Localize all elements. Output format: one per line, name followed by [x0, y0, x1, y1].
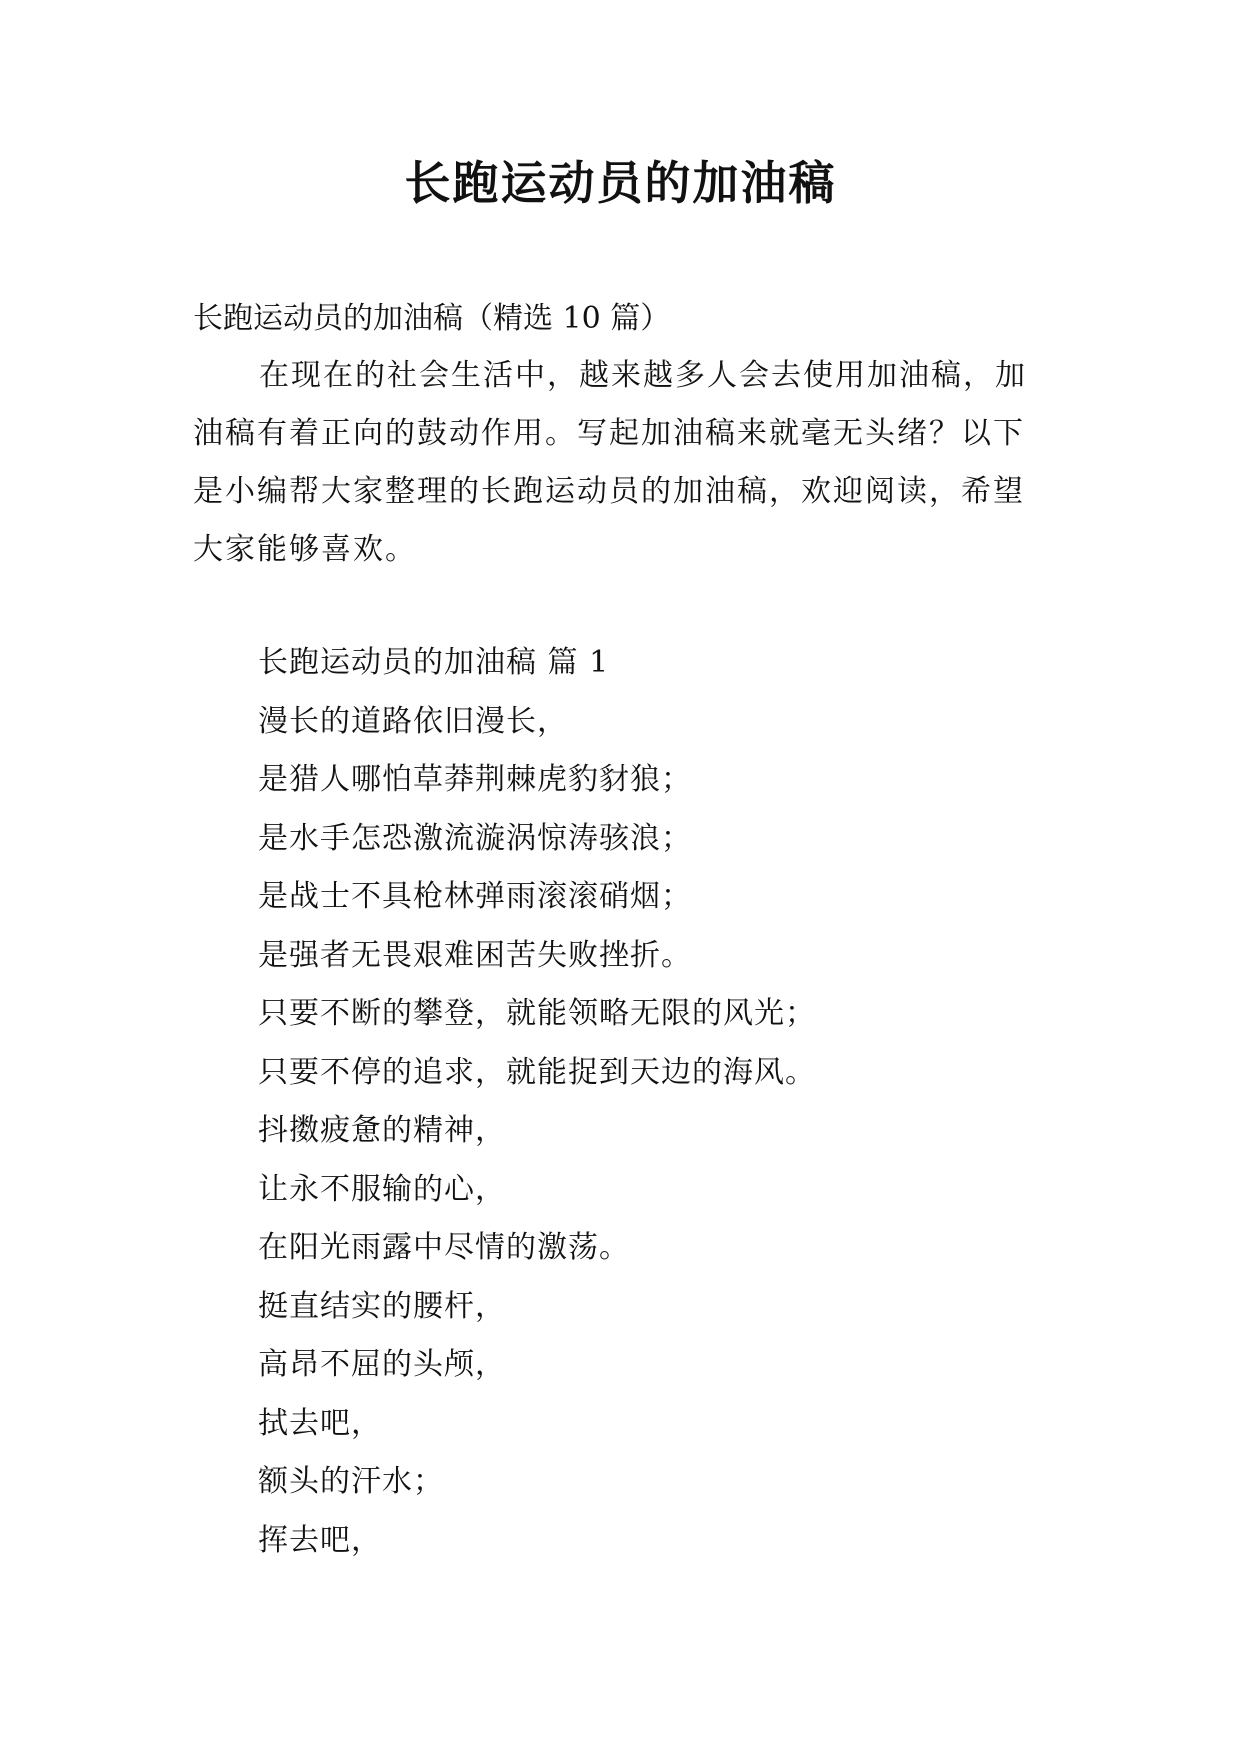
intro-paragraph: 在现在的社会生活中，越来越多人会去使用加油稿，加油稿有着正向的鼓动作用。写起加油稿来就毫无头绪？以下是小编帮大家整理的长跑运动员的加油稿，欢迎阅读，希望大家能够喜欢。	[193, 358, 1027, 567]
poem-line: 拭去吧，	[258, 1405, 382, 1441]
poem-line: 在阳光雨露中尽情的激荡。	[258, 1230, 630, 1265]
poem-line: 只要不停的追求，就能捉到天边的海风。	[258, 1054, 816, 1090]
poem-line: 漫长的道路依旧漫长，	[258, 703, 568, 739]
section-heading: 长跑运动员的加油稿 篇 1	[258, 645, 610, 680]
poem-line: 抖擞疲惫的精神，	[258, 1113, 506, 1148]
poem-line: 是战士不具枪林弹雨滚滚硝烟；	[258, 879, 692, 914]
poem-line: 让永不服输的心，	[258, 1171, 506, 1207]
poem-line: 是强者无畏艰难困苦失败挫折。	[258, 937, 692, 973]
poem-line: 是猎人哪怕草莽荆棘虎豹豺狼；	[258, 762, 692, 797]
poem-line: 额头的汗水；	[258, 1464, 444, 1499]
document-subtitle: 长跑运动员的加油稿（精选 10 篇）	[193, 301, 671, 336]
poem-section	[258, 634, 1058, 1570]
poem-line: 只要不断的攀登，就能领略无限的风光；	[258, 996, 816, 1031]
poem-line: 高昂不屈的头颅，	[258, 1347, 506, 1382]
poem-line: 挥去吧，	[258, 1522, 382, 1558]
poem-line: 挺直结实的腰杆，	[258, 1288, 506, 1324]
document-title: 长跑运动员的加油稿	[404, 156, 837, 210]
poem-line: 是水手怎恐激流漩涡惊涛骇浪；	[258, 820, 692, 856]
